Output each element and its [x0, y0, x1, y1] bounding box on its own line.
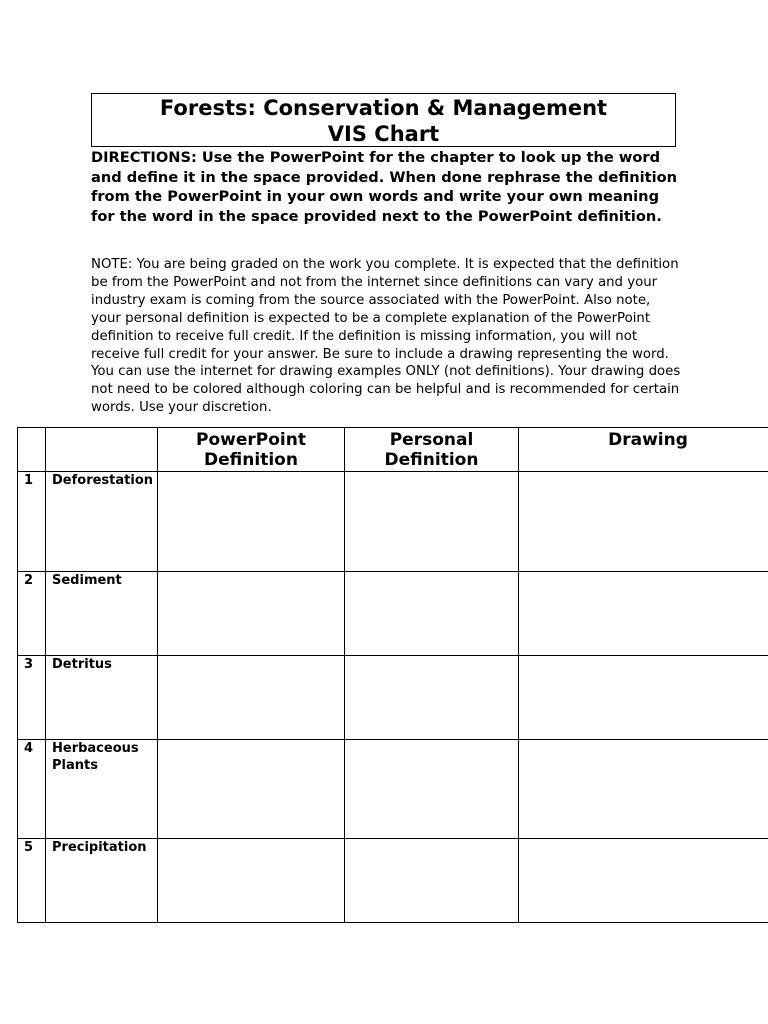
table-row — [18, 839, 768, 923]
drawing-cell[interactable] — [519, 839, 768, 923]
drawing-cell[interactable] — [519, 740, 768, 839]
title-box — [91, 93, 676, 147]
row-number: 4 — [18, 740, 46, 839]
document-subtitle: VIS Chart — [327, 122, 440, 146]
row-term — [46, 839, 158, 923]
header-number — [18, 428, 46, 472]
personal-definition-cell[interactable] — [345, 839, 519, 923]
row-number: 3 — [18, 656, 46, 740]
row-term — [46, 740, 158, 839]
personal-definition-cell[interactable] — [345, 656, 519, 740]
personal-definition-cell[interactable] — [345, 472, 519, 572]
powerpoint-definition-cell[interactable] — [158, 839, 345, 923]
row-number: 1 — [18, 472, 46, 572]
powerpoint-definition-cell[interactable] — [158, 656, 345, 740]
term-label: Herbaceous Plants — [52, 741, 139, 773]
directions-text: DIRECTIONS: Use the PowerPoint for the chapter to look up the word and define it in the space provided. When done rephrase the definition from the PowerPoint in your own words and write your own meaning for the word in the space provided next to the PowerPoint definition. — [91, 149, 678, 226]
row-number: 2 — [18, 572, 46, 656]
header-row — [18, 428, 768, 472]
personal-definition-cell[interactable] — [345, 572, 519, 656]
drawing-cell[interactable] — [519, 572, 768, 656]
term-label: Deforestation — [52, 473, 154, 488]
header-term — [46, 428, 158, 472]
term-label: Precipitation — [52, 840, 147, 855]
table-row — [18, 472, 768, 572]
row-term — [46, 472, 158, 572]
drawing-cell[interactable] — [519, 656, 768, 740]
header-personal-definition: Personal Definition — [345, 428, 519, 472]
header-powerpoint-definition: PowerPoint Definition — [158, 428, 345, 472]
powerpoint-definition-cell[interactable] — [158, 740, 345, 839]
header-drawing: Drawing — [519, 428, 768, 472]
drawing-cell[interactable] — [519, 472, 768, 572]
table-row — [18, 740, 768, 839]
term-label: Sediment — [52, 573, 122, 588]
powerpoint-definition-cell[interactable] — [158, 572, 345, 656]
vis-chart-table — [17, 427, 768, 923]
term-label: Detritus — [52, 657, 112, 672]
document-title: Forests: Conservation & Management — [159, 96, 608, 120]
row-term — [46, 572, 158, 656]
row-number: 5 — [18, 839, 46, 923]
powerpoint-definition-cell[interactable] — [158, 472, 345, 572]
note-text: NOTE: You are being graded on the work you complete. It is expected that the definition be from the PowerPoint and not from the internet since definitions can vary and your industry exam is coming from the source associated with the PowerPoint. Also note, your personal definition is expected to be a complete explanation of the PowerPoint definition to receive full credit. If the definition is missing information, you will not receive full credit for your answer. Be sure to include a drawing representing the word. You can use the internet for drawing examples ONLY (not definitions). Your drawing does not need to be colored although coloring can be helpful and is recommended for certain words. Use your discretion. — [91, 257, 681, 416]
table-row — [18, 572, 768, 656]
table-row — [18, 656, 768, 740]
personal-definition-cell[interactable] — [345, 740, 519, 839]
row-term — [46, 656, 158, 740]
